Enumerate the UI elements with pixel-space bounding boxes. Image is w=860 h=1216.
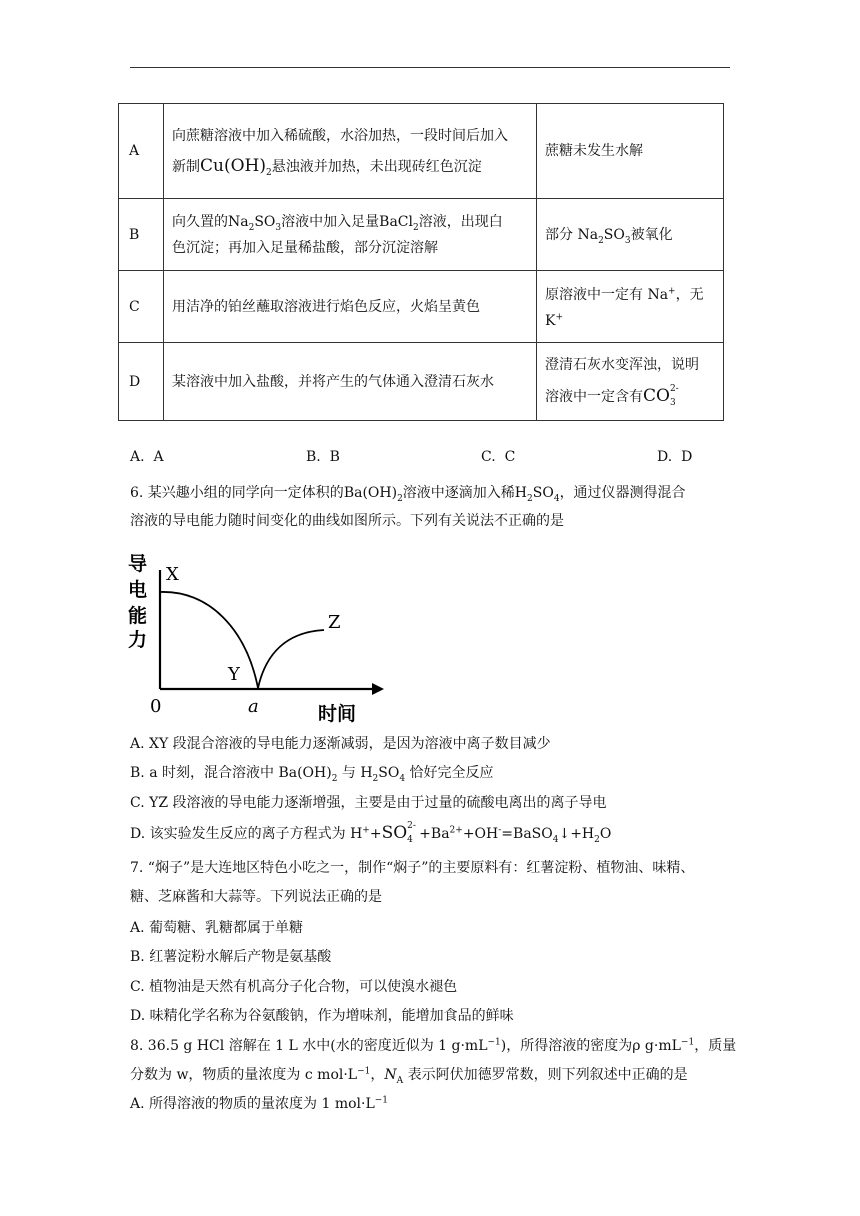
choice-c[interactable]: C. C — [481, 449, 516, 465]
conductivity-graph — [128, 548, 393, 728]
point-z-label: Z — [328, 612, 341, 633]
result-cell: 蔗糖未发生水解 — [537, 104, 724, 199]
q7-stem-line2: 糖、芝麻酱和大蒜等。下列说法正确的是 — [130, 889, 382, 905]
table-row — [119, 271, 724, 343]
q7-option-a[interactable]: A. 葡萄糖、乳糖都属于单糖 — [130, 920, 304, 936]
curve-xy — [160, 592, 258, 688]
x-axis-arrow — [372, 683, 384, 695]
q5-choices — [130, 449, 730, 469]
row-label: B — [119, 199, 164, 271]
header-rule — [130, 67, 730, 68]
q7-option-d[interactable]: D. 味精化学名称为谷氨酸钠，作为增味剂，能增加食品的鲜味 — [130, 1008, 514, 1024]
row-label: D — [119, 343, 164, 421]
ylabel-char: 电 — [128, 579, 148, 601]
q6-option-d[interactable]: D. 该实验发生反应的离子方程式为 H++SO 2- 4 $+Ba^{2+}+OH^-=BaSO_4↓+H_2O$ — [130, 821, 612, 845]
operation-cell: 用洁净的铂丝蘸取溶液进行焰色反应，火焰呈黄色 — [164, 271, 537, 343]
operation-cell: 某溶液中加入盐酸，并将产生的气体通入澄清石灰水 — [164, 343, 537, 421]
q8-stem: 8. 36.5 g HCl 溶解在 1 L 水中(水的密度近似为 1 $g\cdot mL^{-1}$)，所得溶液的密度为ρ $g\cdot mL^{-1}$，质量 — [130, 1037, 737, 1054]
result-cell: 原溶液中一定有 Na+，无 K+ — [537, 271, 724, 343]
q6-stem-line2: 溶液的导电能力随时间变化的曲线如图所示。下列有关说法不正确的是 — [130, 513, 564, 529]
table-row — [119, 104, 724, 199]
q6-option-b[interactable]: B. a 时刻，混合溶液中 $Ba(OH)_2$ 与 $H_2SO_4$ 恰好完全反应 — [130, 765, 494, 784]
q7-stem: 7. “焖子”是大连地区特色小吃之一，制作“焖子”的主要原料有：红薯淀粉、植物油、味精、 — [130, 860, 695, 876]
row-label: C — [119, 271, 164, 343]
operation-line: 向久置的$Na_2SO_3$溶液中加入足量BaCl$_2$溶液，出现白 — [172, 213, 503, 233]
operation-line: 色沉淀；再加入足量稀盐酸，部分沉淀溶解 — [172, 239, 438, 256]
choice-a[interactable]: A. A — [130, 449, 164, 465]
choice-d[interactable]: D. D — [657, 449, 693, 465]
operation-line: 新制$Cu(OH)_2$悬浊液并加热，未出现砖红色沉淀 — [172, 155, 482, 178]
a-label: a — [248, 696, 259, 717]
operation-line: 向蔗糖溶液中加入稀硫酸，水浴加热，一段时间后加入 — [172, 127, 508, 144]
ylabel-char: 导 — [128, 553, 148, 575]
row-label: A — [119, 104, 164, 199]
point-x-label: X — [166, 564, 179, 585]
sulfate-ion: SO — [381, 823, 408, 843]
carbonate-ion: CO — [643, 386, 670, 406]
curve-yz — [258, 630, 324, 688]
table-row — [119, 343, 724, 421]
result-cell: 澄清石灰水变浑浊，说明 溶液中一定含有CO 2- 3 — [537, 343, 724, 421]
formula: Cu(OH) — [200, 155, 266, 176]
xlabel: 时间 — [318, 703, 357, 725]
q6-option-c[interactable]: C. YZ 段溶液的导电能力逐渐增强，主要是由于过量的硫酸电离出的离子导电 — [130, 795, 607, 811]
q7-option-b[interactable]: B. 红薯淀粉水解后产物是氨基酸 — [130, 949, 332, 965]
ylabel-char: 力 — [128, 629, 148, 651]
operation-cell — [164, 199, 537, 271]
point-y-label: Y — [228, 664, 240, 685]
q8-option-a[interactable]: A. 所得溶液的物质的量浓度为 1 $mol\cdot L^{-1}$ — [130, 1095, 389, 1112]
choice-b[interactable]: B. B — [306, 449, 340, 465]
q7-option-c[interactable]: C. 植物油是天然有机高分子化合物，可以使溴水褪色 — [130, 979, 458, 995]
table-row — [119, 199, 724, 271]
options-table — [118, 103, 724, 421]
ylabel-char: 能 — [128, 605, 148, 627]
q8-stem-line2: 分数为 w，物质的量浓度为 c $mol\cdot L^{-1}$，$N_A$ 表示阿伏加德罗常数，则下列叙述中正确的是 — [130, 1066, 688, 1086]
operation-cell — [164, 104, 537, 199]
origin-label: 0 — [150, 696, 162, 717]
q6-stem: 6. 某兴趣小组的同学向一定体积的$Ba(OH)_2$溶液中逐滴加入稀$H_2SO_4$，通过仪器测得混合 — [130, 485, 686, 504]
q6-option-a[interactable]: A. XY 段混合溶液的导电能力逐渐减弱，是因为溶液中离子数目减少 — [130, 736, 551, 752]
result-cell: 部分 $Na_2SO_3$被氧化 — [537, 199, 724, 271]
